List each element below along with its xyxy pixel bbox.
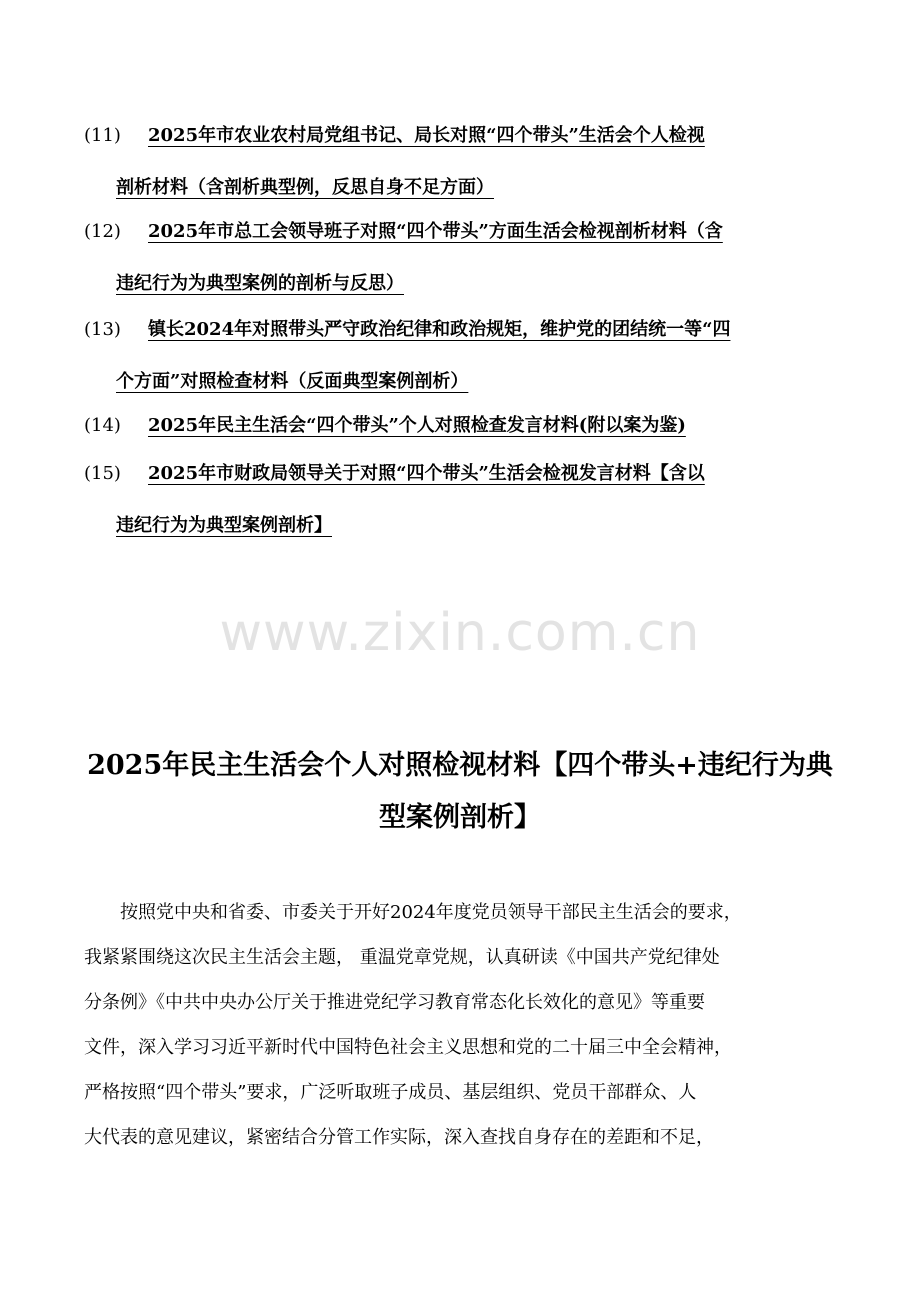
toc-item-link[interactable]: 2025年市财政局领导关于对照“四个带头”生活会检视发言材料【含以 — [148, 463, 705, 484]
body-text-line: 我紧紧围绕这次民主生活会主题， 重温党章党规，认真研读《中国共产党纪律处 — [84, 947, 720, 968]
toc-item-number: (14) — [84, 415, 121, 436]
document-title — [60, 740, 860, 844]
toc-item-link-continued[interactable]: 剖析材料（含剖析典型例，反思自身不足方面） — [116, 177, 494, 198]
toc-item-link[interactable]: 2025年市农业农村局党组书记、局长对照“四个带头”生活会个人检视 — [148, 125, 705, 146]
toc-item-link-continued[interactable]: 违纪行为为典型案例的剖析与反思） — [116, 273, 404, 294]
toc-item-number: (15) — [84, 463, 121, 484]
toc-item-link[interactable]: 2025年民主生活会“四个带头”个人对照检查发言材料(附以案为鉴) — [148, 415, 686, 436]
body-text-line: 按照党中央和省委、市委关于开好2024年度党员领导干部民主生活会的要求， — [84, 902, 742, 923]
toc-item-number: (12) — [84, 221, 121, 242]
toc-item-link[interactable]: 镇长2024年对照带头严守政治纪律和政治规矩，维护党的团结统一等“四 — [148, 319, 731, 340]
toc-item-number: (11) — [84, 125, 121, 146]
toc-item-link-continued[interactable]: 违纪行为为典型案例剖析】 — [116, 515, 332, 536]
toc-item-link[interactable]: 2025年市总工会领导班子对照“四个带头”方面生活会检视剖析材料（含 — [148, 221, 723, 242]
body-text-line: 严格按照“四个带头”要求，广泛听取班子成员、基层组织、党员干部群众、人 — [84, 1082, 697, 1103]
body-text-line: 文件，深入学习习近平新时代中国特色社会主义思想和党的二十届三中全会精神， — [84, 1037, 732, 1058]
toc-item-link-continued[interactable]: 个方面”对照检查材料（反面典型案例剖析） — [116, 371, 469, 392]
document-title-line: 2025年民主生活会个人对照检视材料【四个带头+违纪行为典 — [87, 750, 833, 781]
watermark: www.zixin.com.cn — [219, 603, 701, 663]
body-paragraph — [84, 890, 844, 1160]
body-text-line: 分条例》《中共中央办公厅关于推进党纪学习教育常态化长效化的意见》等重要 — [84, 992, 705, 1013]
toc-item-number: (13) — [84, 319, 121, 340]
document-title-line: 型案例剖析】 — [379, 802, 541, 833]
body-text-line: 大代表的意见建议，紧密结合分管工作实际，深入查找自身存在的差距和不足， — [84, 1127, 714, 1148]
